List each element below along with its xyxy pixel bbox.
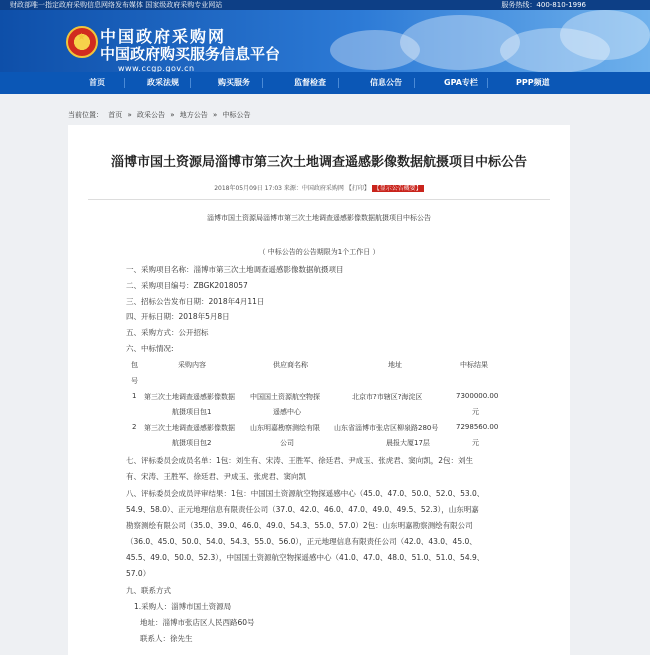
article-title: 淄博市国土资源局淄博市第三次土地调查遥感影像数据航摄项目中标公告 — [110, 155, 527, 170]
purchase-method: 五、采购方式：公开招标 — [126, 328, 209, 337]
review-results-6: 57.0） — [126, 569, 151, 578]
row1-supplier: 中国国土资源航空物探 — [250, 393, 320, 401]
review-results-4: （36.0、45.0、50.0、54.0、54.3、55.0、56.0），正元地理信息有限责任公司（42.0、43.0、45.0、 — [126, 537, 477, 546]
row2-no: 2 — [132, 423, 137, 431]
committee-members-2: 有、宋涛、王胜军、徐廷君、尹成玉、张虎君、窦向凯 — [126, 472, 306, 481]
breadcrumb-label: 当前位置： — [68, 111, 103, 119]
review-results: 八、评标委员会成员评审结果：1包：中国国土资源航空物探遥感中心（45.0、47.0、50.0、52.0、53.0、 — [126, 489, 485, 498]
breadcrumb-award-notices[interactable]: 中标公告 — [222, 111, 251, 119]
breadcrumb-sep: » — [213, 111, 218, 119]
col-address: 地址 — [388, 361, 402, 369]
divider — [88, 199, 550, 200]
row2-content-2: 航摄项目包2 — [172, 439, 212, 447]
bid-open-date: 四、开标日期：2018年5月8日 — [126, 312, 230, 321]
top-info-left: 财政部唯一指定政府采购信息网络发布媒体 国家级政府采购专业网站 — [10, 1, 223, 9]
row2-result-unit: 元 — [472, 439, 479, 447]
row1-content-2: 航摄项目包1 — [172, 408, 212, 416]
nav-gpa[interactable]: GPA专栏 — [444, 78, 478, 87]
row1-no: 1 — [132, 392, 137, 400]
row1-result-unit: 元 — [472, 408, 479, 416]
contact-buyer: 1.采购人：淄博市国土资源局 — [134, 602, 232, 611]
col-supplier: 供应商名称 — [273, 361, 308, 369]
project-name: 一、采购项目名称：淄博市第三次土地调查遥感影像数据航摄项目 — [126, 265, 344, 274]
contact-person: 联系人：徐先生 — [140, 634, 193, 643]
row2-address-2: 晨报大厦17层 — [386, 439, 430, 447]
main-nav — [0, 72, 650, 94]
breadcrumb-home[interactable]: 首页 — [108, 111, 123, 119]
site-subtitle: 中国政府购买服务信息平台 — [100, 45, 281, 63]
breadcrumb — [68, 110, 254, 120]
row2-address: 山东省淄博市张店区柳泉路280号 — [334, 424, 439, 432]
project-number: 二、采购项目编号：ZBGK2018057 — [126, 281, 248, 290]
row2-supplier-2: 公司 — [280, 439, 294, 447]
national-emblem-icon: ★ — [66, 26, 98, 58]
nav-announcements[interactable]: 信息公告 — [370, 78, 402, 87]
col-result: 中标结果 — [460, 361, 488, 369]
show-summary-button[interactable]: 【显示公告概要】 — [373, 185, 422, 192]
notice-period: （ 中标公告的公告期限为1个工作日 ） — [258, 248, 380, 256]
breadcrumb-sep: » — [127, 111, 132, 119]
article-meta — [68, 183, 570, 192]
col-content: 采购内容 — [178, 361, 206, 369]
publish-date: 2018年05月09日 17:03 — [214, 185, 282, 192]
col-bao: 包 — [131, 361, 138, 369]
article-panel — [68, 125, 570, 655]
award-heading: 六、中标情况: — [126, 344, 174, 353]
review-results-2: 54.9、58.0）、正元地理信息有限责任公司（37.0、42.0、46.0、47.0、49.0、49.5、52.3），山东明嘉 — [126, 505, 479, 514]
article-source: 来源：中国政府采购网 — [283, 185, 344, 192]
review-results-5: 45.5、49.0、50.0、52.3），中国国土资源航空物探遥感中心（41.0、47.0、48.0、51.0、51.0、54.9、 — [126, 553, 485, 562]
row1-address: 北京市?市辖区?海淀区 — [352, 393, 423, 401]
breadcrumb-policy-notices[interactable]: 政采公告 — [137, 111, 165, 119]
breadcrumb-local-notices[interactable]: 地方公告 — [179, 111, 208, 119]
service-hotline: 服务热线：400-810-1996 — [501, 1, 586, 9]
row2-supplier: 山东明嘉勘察测绘有限 — [250, 424, 320, 432]
print-link[interactable]: 【打印】 — [345, 185, 370, 192]
row1-content: 第三次土地调查遥感影像数据 — [144, 393, 235, 401]
site-title[interactable]: 中国政府采购网 — [100, 27, 227, 46]
row1-supplier-2: 遥感中心 — [273, 408, 301, 416]
contact-address: 地址：淄博市张店区人民西路60号 — [140, 618, 255, 627]
nav-regulations[interactable]: 政采法规 — [147, 78, 179, 87]
nav-home[interactable]: 首页 — [89, 78, 105, 87]
nav-purchase-service[interactable]: 购买服务 — [218, 78, 250, 87]
breadcrumb-sep: » — [170, 111, 175, 119]
site-url: www.ccgp.gov.cn — [118, 64, 195, 72]
col-hao: 号 — [131, 377, 138, 385]
committee-members: 七、评标委员会成员名单：1包：刘生有、宋涛、王胜军、徐廷君、尹成玉、张虎君、窦向凯，2包：刘生 — [126, 456, 474, 465]
nav-supervision[interactable]: 监督检查 — [294, 78, 326, 87]
review-results-3: 勘察测绘有限公司（35.0、39.0、46.0、49.0、54.3、55.0、57.0）2包：山东明嘉勘察测绘有限公司 — [126, 521, 473, 530]
row2-result: 7298560.00 — [456, 423, 499, 431]
row2-content: 第三次土地调查遥感影像数据 — [144, 424, 235, 432]
site-banner — [0, 10, 650, 72]
contact-heading: 九、联系方式 — [126, 586, 171, 595]
publish-date-line: 三、招标公告发布日期：2018年4月11日 — [126, 297, 265, 306]
top-info-bar — [0, 0, 650, 10]
nav-ppp[interactable]: PPP频道 — [516, 78, 550, 87]
article-subtitle: 淄博市国土资源局淄博市第三次土地调查遥感影像数据航摄项目中标公告 — [207, 214, 431, 222]
row1-result: 7300000.00 — [456, 392, 499, 400]
